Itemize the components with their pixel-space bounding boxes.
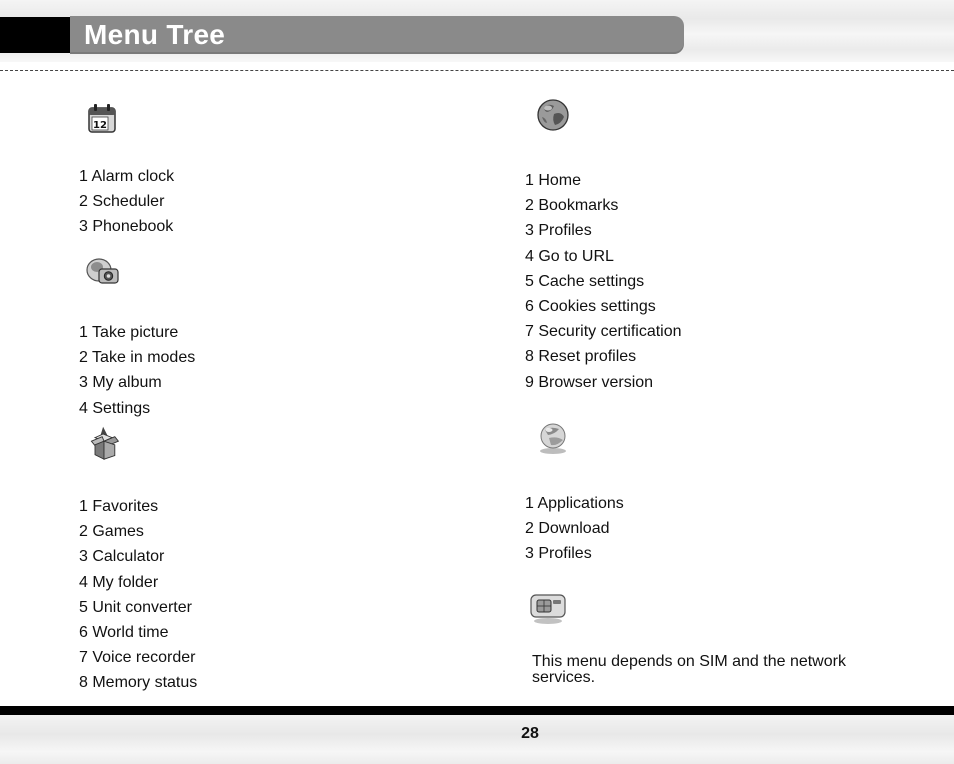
list-item[interactable]: 2 Bookmarks (525, 197, 619, 215)
sim-menu-note: This menu depends on SIM and the network services. (532, 653, 846, 686)
svg-text:12: 12 (93, 120, 107, 131)
organiser-menu-list (79, 164, 174, 240)
list-item[interactable]: 3 Calculator (79, 548, 165, 566)
browser-menu-list (525, 168, 682, 395)
list-item[interactable]: 3 My album (79, 374, 162, 392)
list-item[interactable]: 3 Profiles (525, 545, 592, 563)
list-item[interactable]: 8 Memory status (79, 674, 198, 692)
list-item[interactable]: 3 Profiles (525, 222, 592, 240)
header-black-tab (0, 17, 70, 53)
list-item[interactable]: 1 Home (525, 172, 582, 189)
fun-box-menu-list (79, 494, 197, 696)
camera-menu-list (79, 320, 195, 421)
list-item[interactable]: 8 Reset profiles (525, 348, 637, 366)
page-number: 28 (521, 725, 539, 742)
list-item[interactable]: 4 Go to URL (525, 247, 614, 265)
list-item[interactable]: 4 Settings (79, 399, 151, 417)
list-item[interactable]: 1 Favorites (79, 498, 159, 515)
gift-box-icon (86, 425, 122, 461)
list-item[interactable]: 4 My folder (79, 573, 159, 591)
list-item[interactable]: 1 Alarm clock (79, 168, 175, 185)
list-item[interactable]: 2 Take in modes (79, 349, 196, 367)
globe-icon (535, 97, 571, 133)
footer-bar (0, 706, 954, 715)
list-item[interactable]: 2 Games (79, 523, 144, 541)
list-item[interactable]: 6 World time (79, 623, 169, 641)
list-item[interactable]: 6 Cookies settings (525, 297, 656, 315)
java-ball-icon (535, 420, 571, 456)
list-item[interactable]: 5 Cache settings (525, 272, 645, 290)
list-item[interactable]: 2 Scheduler (79, 193, 165, 211)
list-item[interactable]: 3 Phonebook (79, 218, 174, 236)
list-item[interactable]: 7 Security certification (525, 323, 682, 341)
sim-card-icon (529, 590, 567, 626)
header-divider (0, 70, 954, 71)
title-bar (70, 16, 684, 54)
list-item[interactable]: 9 Browser version (525, 373, 654, 391)
list-item[interactable]: 1 Applications (525, 495, 624, 512)
java-menu-list (525, 491, 624, 567)
list-item[interactable]: 5 Unit converter (79, 598, 192, 616)
list-item[interactable]: 1 Take picture (79, 324, 179, 341)
footer-band (0, 715, 954, 764)
camera-icon (84, 254, 120, 290)
list-item[interactable]: 7 Voice recorder (79, 649, 196, 667)
calendar-icon (84, 101, 120, 137)
list-item[interactable]: 2 Download (525, 520, 610, 538)
page-title: Menu Tree (84, 19, 226, 50)
